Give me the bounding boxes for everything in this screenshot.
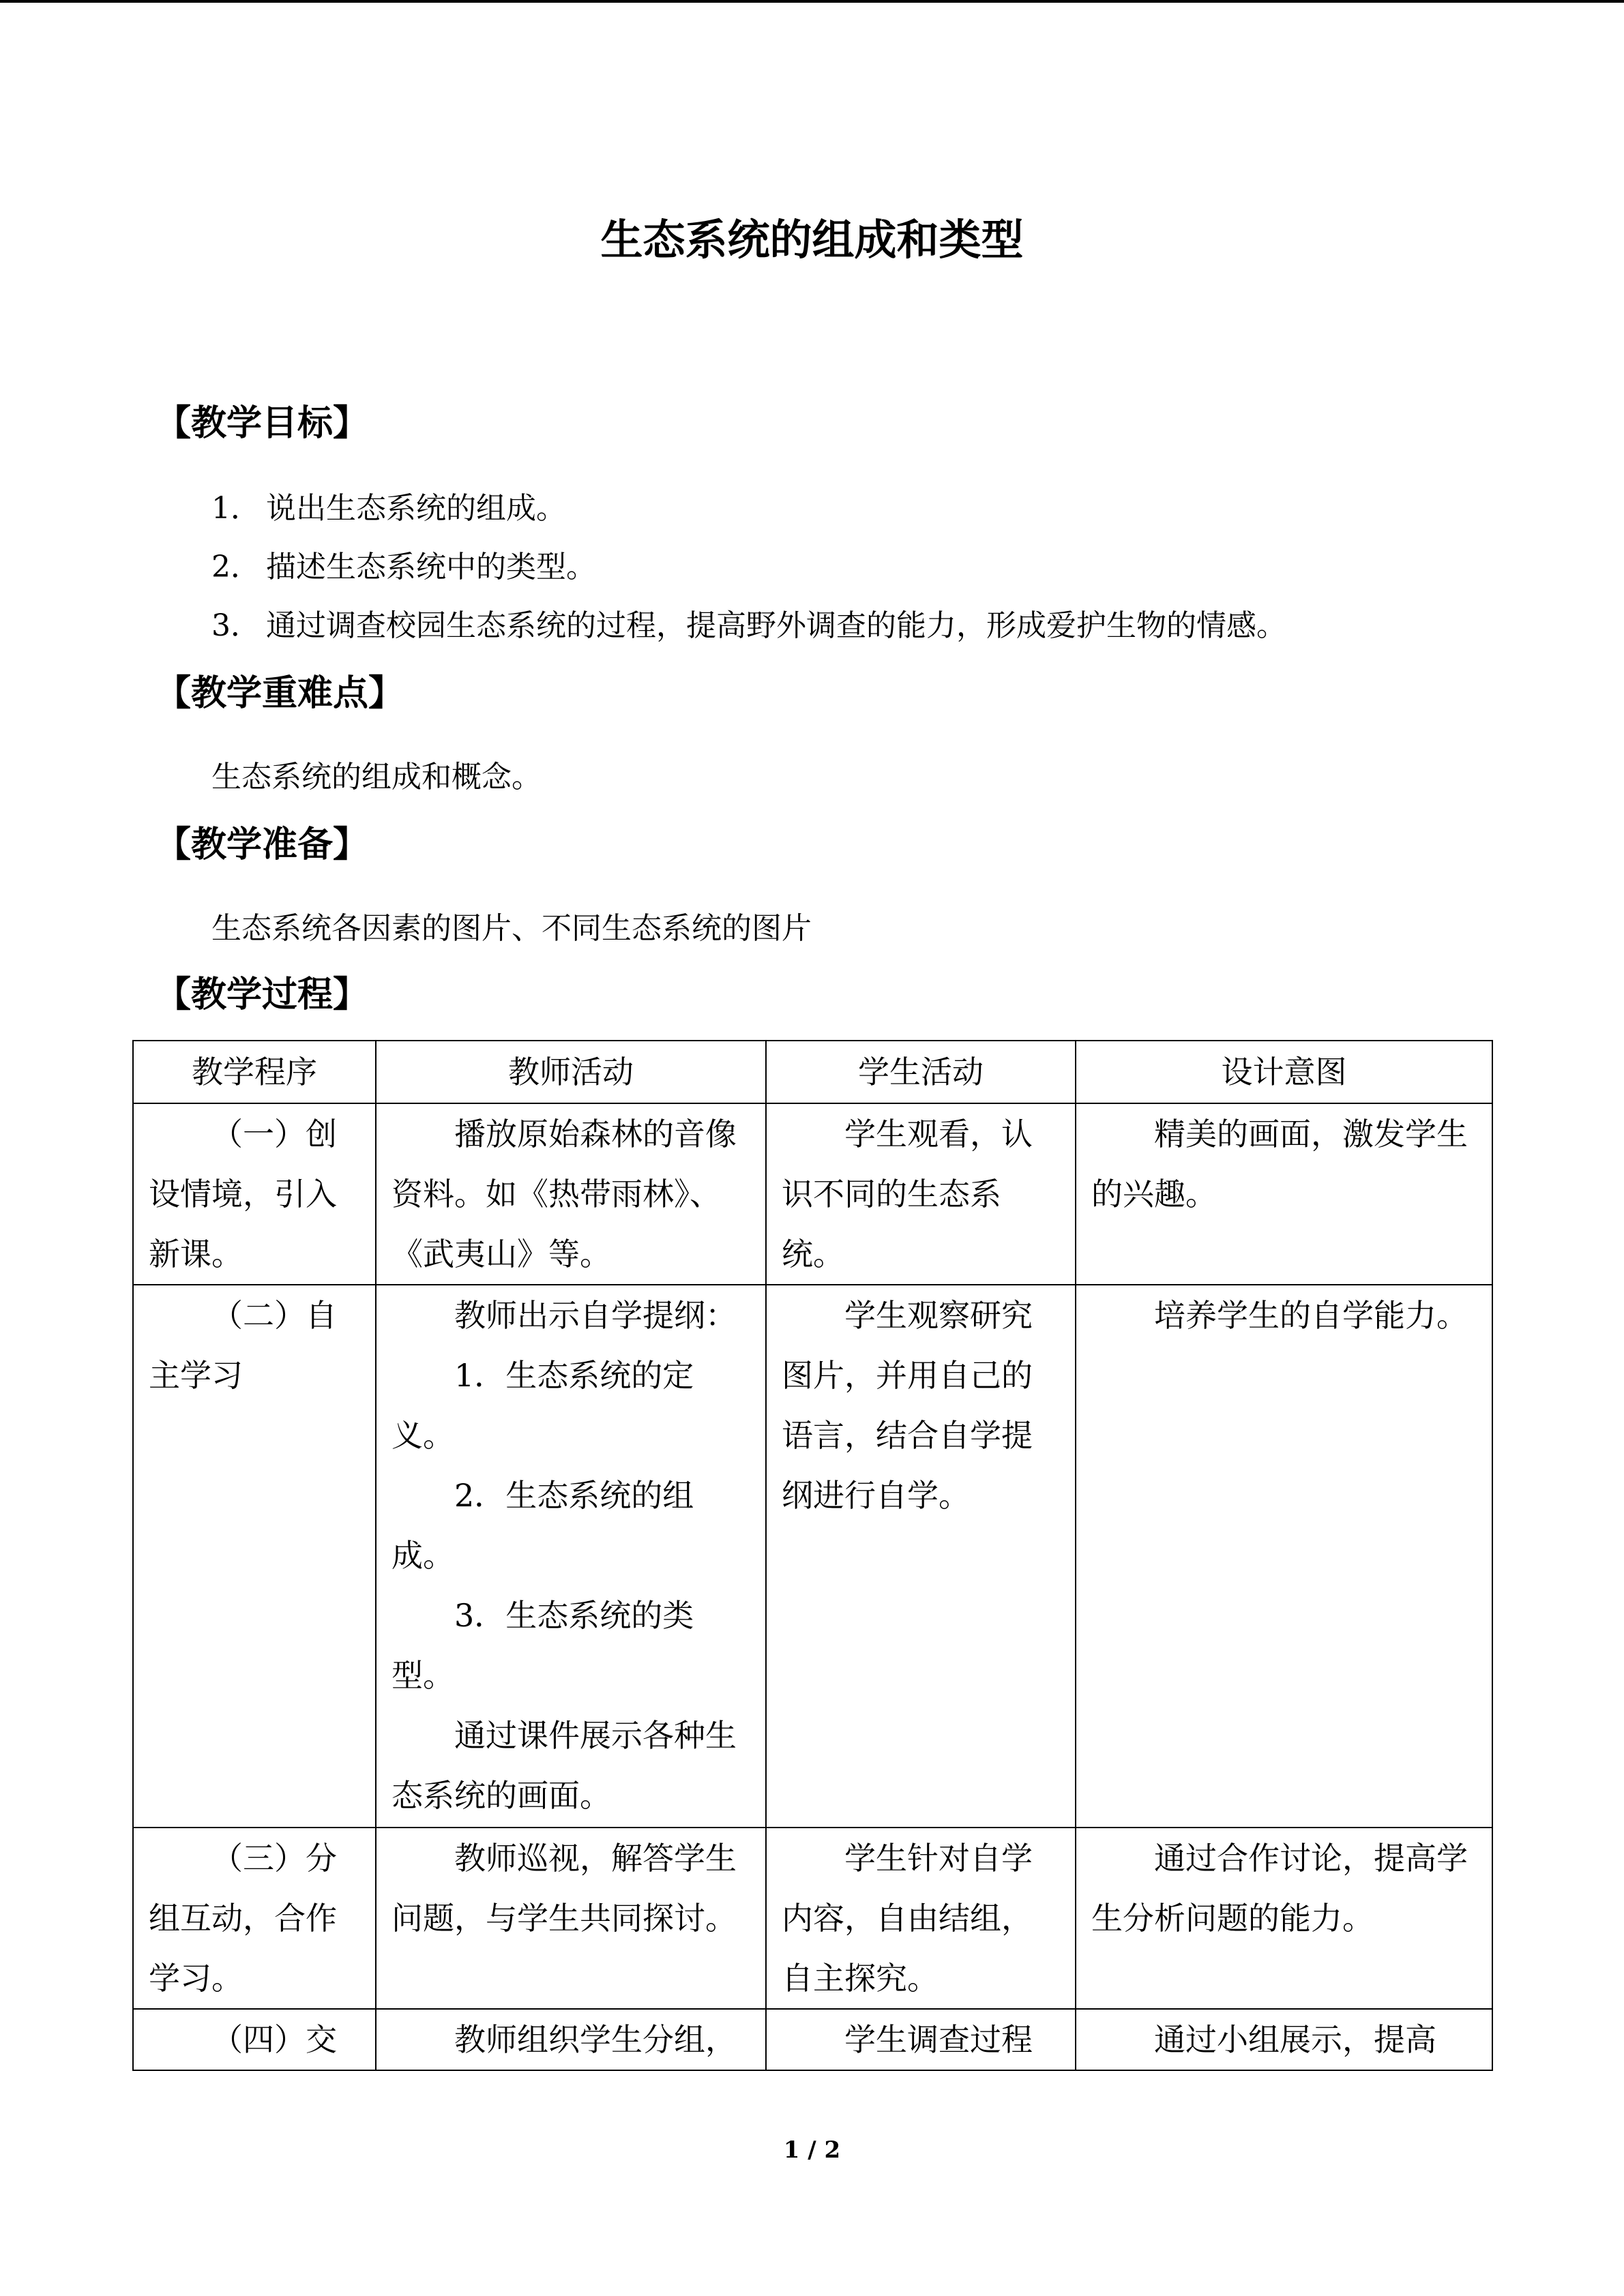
lesson-process-table bbox=[132, 1040, 1493, 2071]
preparation-heading: 【教学准备】 bbox=[156, 824, 369, 865]
design-intent-cell: 通过小组展示，提高 bbox=[1076, 2009, 1492, 2070]
page-title: 生态系统的组成和类型 bbox=[600, 215, 1024, 265]
step-cell: （二）自主学习 bbox=[133, 1285, 376, 1828]
column-header-intent: 设计意图 bbox=[1076, 1041, 1492, 1103]
table-row bbox=[133, 1103, 1492, 1285]
teacher-activity-cell: 教师出示自学提纲： 1．生态系统的定义。 2．生态系统的组成。 3．生态系统的类型。 通过课件展示各种生态系统的画面。 bbox=[376, 1285, 766, 1828]
preparation-text: 生态系统各因素的图片、不同生态系统的图片 bbox=[211, 911, 812, 946]
table-header-row bbox=[133, 1041, 1492, 1103]
column-header-teacher: 教师活动 bbox=[376, 1041, 766, 1103]
design-intent-cell: 通过合作讨论，提高学生分析问题的能力。 bbox=[1076, 1828, 1492, 2009]
key-points-text: 生态系统的组成和概念。 bbox=[211, 760, 542, 794]
table-row bbox=[133, 2009, 1492, 2070]
objective-number: 3． bbox=[211, 608, 261, 643]
objective-number: 1． bbox=[211, 491, 261, 526]
table-row bbox=[133, 1828, 1492, 2009]
student-activity-cell: 学生观看，认识不同的生态系统。 bbox=[766, 1103, 1076, 1285]
table-row bbox=[133, 1285, 1492, 1828]
objectives-heading: 【教学目标】 bbox=[156, 402, 369, 444]
student-activity-cell: 学生针对自学内容，自由结组，自主探究。 bbox=[766, 1828, 1076, 2009]
teacher-activity-cell: 教师巡视，解答学生问题，与学生共同探讨。 bbox=[376, 1828, 766, 2009]
objective-text: 描述生态系统中的类型。 bbox=[266, 550, 596, 584]
student-activity-cell: 学生调查过程 bbox=[766, 2009, 1076, 2070]
objective-text: 通过调查校园生态系统的过程，提高野外调查的能力，形成爱护生物的情感。 bbox=[266, 608, 1286, 643]
column-header-student: 学生活动 bbox=[766, 1041, 1076, 1103]
step-cell: （一）创设情境，引入新课。 bbox=[133, 1103, 376, 1285]
step-cell: （三）分组互动，合作学习。 bbox=[133, 1828, 376, 2009]
teacher-activity-cell: 播放原始森林的音像资料。如《热带雨林》、《武夷山》等。 bbox=[376, 1103, 766, 1285]
design-intent-cell: 培养学生的自学能力。 bbox=[1076, 1285, 1492, 1828]
objective-text: 说出生态系统的组成。 bbox=[266, 491, 566, 526]
design-intent-cell: 精美的画面，激发学生的兴趣。 bbox=[1076, 1103, 1492, 1285]
objective-item-2 bbox=[211, 547, 596, 588]
column-header-step: 教学程序 bbox=[133, 1041, 376, 1103]
process-heading: 【教学过程】 bbox=[156, 974, 369, 1015]
step-cell: （四）交 bbox=[133, 2009, 376, 2070]
top-border-line bbox=[0, 0, 1624, 3]
student-activity-cell: 学生观察研究图片，并用自己的语言，结合自学提纲进行自学。 bbox=[766, 1285, 1076, 1828]
key-points-heading: 【教学重难点】 bbox=[156, 672, 404, 714]
objective-item-3 bbox=[211, 606, 1286, 646]
objective-number: 2． bbox=[211, 550, 261, 584]
page-number: 1 / 2 bbox=[783, 2136, 841, 2164]
objective-item-1 bbox=[211, 488, 566, 529]
teacher-activity-cell: 教师组织学生分组， bbox=[376, 2009, 766, 2070]
